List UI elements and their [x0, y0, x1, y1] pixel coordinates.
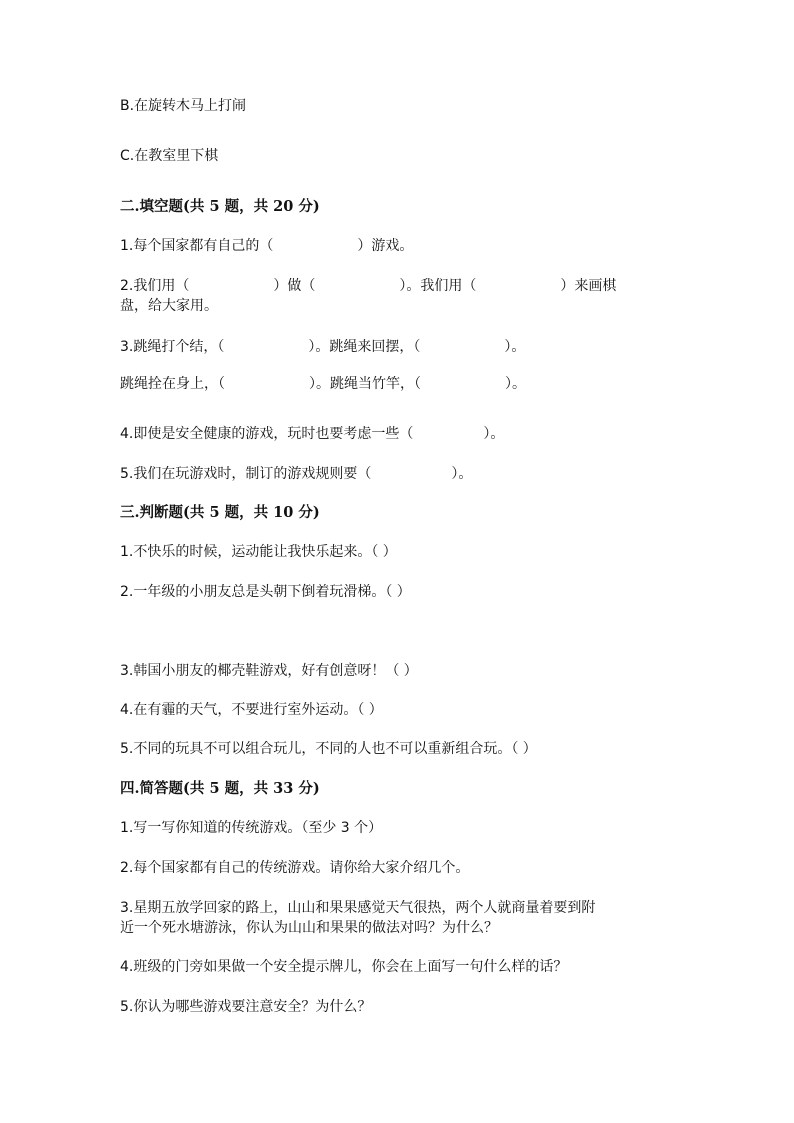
sa-question-5: 5.你认为哪些游戏要注意安全？为什么？: [120, 999, 372, 1015]
sa-question-3: 3.星期五放学回家的路上，山山和果果感觉天气很热，两个人就商量着要到附: [120, 900, 596, 916]
fill-question-1: [120, 236, 413, 256]
q3-b3: ）。: [505, 376, 526, 392]
fill-question-3-b: [120, 374, 526, 394]
sa-question-3-cont: 近一个死水塘游泳，你认为山山和果果的做法对吗？为什么？: [120, 920, 498, 936]
q2-part4: ）来画棋: [560, 278, 617, 294]
q2-part2: ）做（: [273, 278, 316, 294]
sa-question-1: 1.写一写你知道的传统游戏。（至少 3 个）: [120, 820, 383, 836]
q4-post: ）。: [483, 426, 505, 442]
q5-post: ）。: [451, 466, 473, 482]
q3-a2: ）。跳绳来回摆，（: [308, 339, 421, 355]
section-title-short-answer: 四.简答题(共 5 题，共 33 分): [120, 780, 320, 797]
tf-question-2: 2.一年级的小朋友总是头朝下倒着玩滑梯。（ ）: [120, 584, 411, 600]
tf-question-1: 1.不快乐的时候，运动能让我快乐起来。（ ）: [120, 544, 397, 560]
section-title-true-false: 三.判断题(共 5 题，共 10 分): [120, 504, 320, 521]
tf-question-5: 5.不同的玩具不可以组合玩儿，不同的人也不可以重新组合玩。（ ）: [120, 741, 537, 757]
q4-pre: 4.即使是安全健康的游戏，玩时也要考虑一些（: [120, 426, 414, 442]
q3-b1: 跳绳拴在身上，（: [120, 376, 225, 392]
q1-pre: 1.每个国家都有自己的（: [120, 238, 274, 254]
sa-question-4: 4.班级的门旁如果做一个安全提示牌儿，你会在上面写一句什么样的话？: [120, 959, 568, 975]
choice-b: B.在旋转木马上打闹: [120, 98, 247, 114]
choice-c: C.在教室里下棋: [120, 148, 219, 164]
tf-question-3: 3.韩国小朋友的椰壳鞋游戏，好有创意呀！（ ）: [120, 663, 418, 679]
q1-post: ）游戏。: [357, 238, 414, 254]
q2-part1: 2.我们用（: [120, 278, 190, 294]
tf-question-4: 4.在有霾的天气，不要进行室外运动。（ ）: [120, 702, 383, 718]
q3-a3: ）。: [504, 339, 526, 355]
fill-question-2-cont: 盘，给大家用。: [120, 298, 218, 314]
fill-question-2: [120, 276, 616, 296]
fill-question-5: [120, 464, 472, 484]
fill-question-3-a: [120, 337, 525, 357]
q3-a1: 3.跳绳打个结，（: [120, 339, 225, 355]
q5-pre: 5.我们在玩游戏时，制订的游戏规则要（: [120, 466, 372, 482]
sa-question-2: 2.每个国家都有自己的传统游戏。请你给大家介绍几个。: [120, 860, 470, 876]
q3-b2: ）。跳绳当竹竿，（: [309, 376, 421, 392]
q2-part3: ）。我们用（: [399, 278, 477, 294]
section-title-fill-blank: 二.填空题(共 5 题，共 20 分): [120, 198, 320, 215]
fill-question-4: [120, 424, 504, 444]
